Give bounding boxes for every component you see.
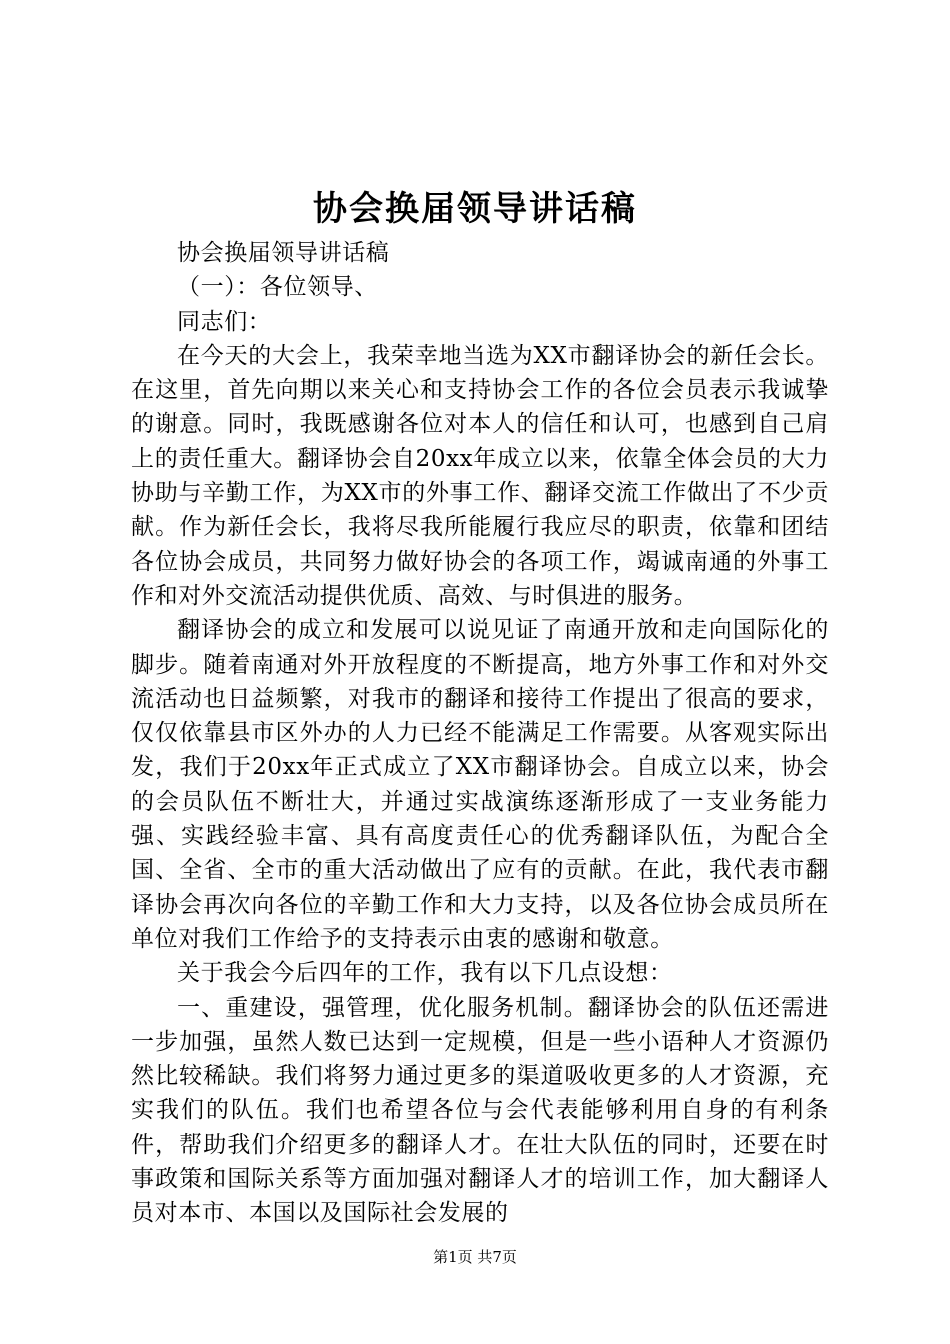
paragraph-body-3: 关于我会今后四年的工作，我有以下几点设想： xyxy=(177,960,673,987)
paragraph-body-2: 翻译协会的成立和发展可以说见证了南通开放和走向国际化的脚步。随着南通对外开放程度的不断提高，地方外事工作和对外交流活动也日益频繁，对我市的翻译和接待工作提出了很高的要求，仅仅依靠县市区外办的人力已经不能满足工作需要。从客观实际出发，我们于20xx年正式成立了XX市翻译协会。自成立以来，协会的会员队伍不断壮大，并通过实战演练逐渐形成了一支业务能力强、实践经验丰富、具有高度责任心的优秀翻译队伍，为配合全国、全省、全市的重大活动做出了应有的贡献。在此，我代表市翻译协会再次向各位的辛勤工作和大力支持，以及各位协会成员所在单位对我们工作给予的支持表示由衷的感谢和敬意。 xyxy=(131,617,829,952)
document-title: 协会换届领导讲话稿 xyxy=(313,189,637,229)
paragraph-body-4: 一、重建设，强管理，优化服务机制。翻译协会的队伍还需进一步加强，虽然人数已达到一定规模，但是一些小语种人才资源仍然比较稀缺。我们将努力通过更多的渠道吸收更多的人才资源，充实我们的队伍。我们也希望各位与会代表能够利用自身的有利条件，帮助我们介绍更多的翻译人才。在壮大队伍的同时，还要在时事政策和国际关系等方面加强对翻译人才的培训工作，加大翻译人员对本市、本国以及国际社会发展的 xyxy=(131,994,829,1227)
paragraph-greeting-1: （一）：各位领导、 xyxy=(177,274,378,301)
page-number-footer: 第1页 共7页 xyxy=(433,1248,517,1266)
paragraph-subtitle: 协会换届领导讲话稿 xyxy=(177,240,390,266)
paragraph-body-1: 在今天的大会上，我荣幸地当选为XX市翻译协会的新任会长。在这里，首先向期以来关心和支持协会工作的各位会员表示我诚挚的谢意。同时，我既感谢各位对本人的信任和认可，也感到自己肩上的责任重大。翻译协会自20xx年成立以来，依靠全体会员的大力协助与辛勤工作，为XX市的外事工作、翻译交流工作做出了不少贡献。作为新任会长，我将尽我所能履行我应尽的职责，依靠和团结各位协会成员，共同努力做好协会的各项工作，竭诚南通的外事工作和对外交流活动提供优质、高效、与时俱进的服务。 xyxy=(131,342,829,609)
paragraph-greeting-2: 同志们： xyxy=(177,308,272,335)
document-body xyxy=(131,236,829,1231)
